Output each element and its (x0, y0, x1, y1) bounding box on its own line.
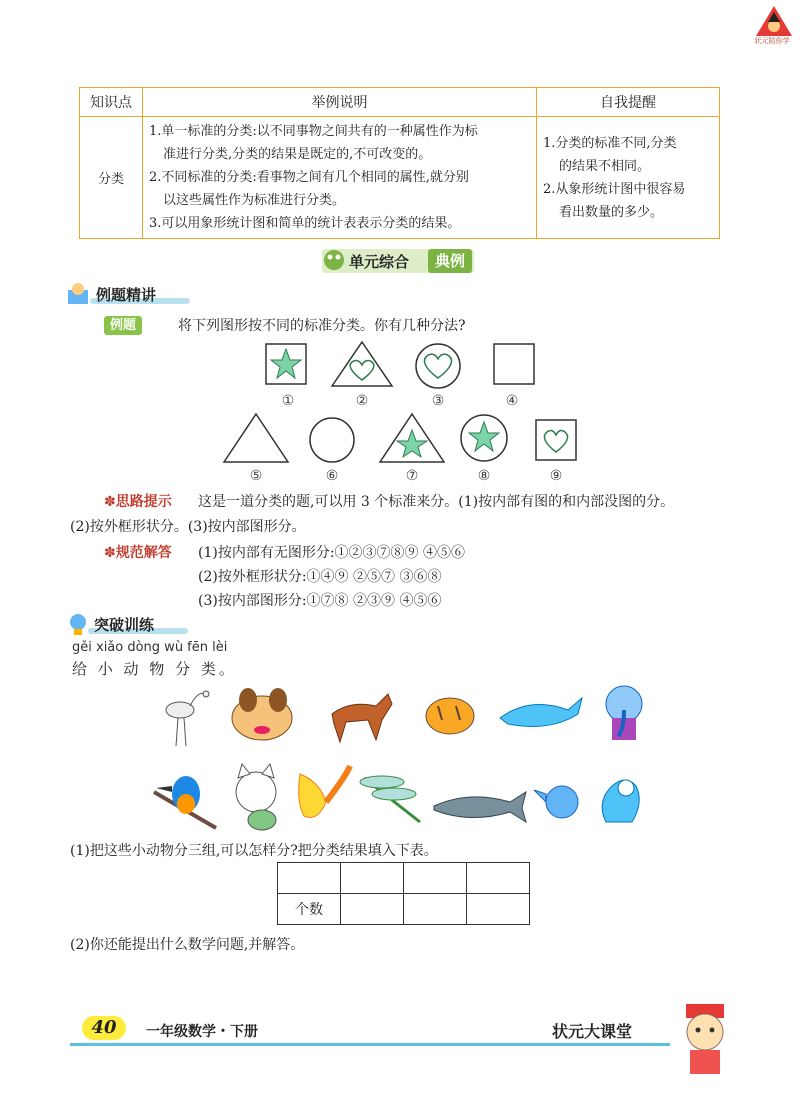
answer-cell[interactable] (404, 894, 467, 925)
answer-cell[interactable] (278, 863, 341, 894)
shape-label-8: ⑧ (477, 468, 491, 484)
header-reminders: 自我提醒 (537, 88, 720, 117)
hint-label: ✽思路提示 (104, 494, 172, 510)
header-examples: 举例说明 (143, 88, 537, 117)
answer-label-text: 规范解答 (115, 545, 172, 561)
answer-cell[interactable] (467, 894, 530, 925)
answer-line-3: (3)按内部图形分:①⑦⑧ ②③⑨ ④⑤⑥ (198, 593, 442, 609)
logo-caption: 状元陪你学 (754, 37, 790, 45)
shape-4-square (494, 344, 534, 384)
example-line: 1.单一标准的分类:以不同事物之间共有的一种属性作为标 (149, 124, 478, 139)
elephant-image (606, 686, 642, 740)
dragonfly-image (360, 776, 420, 822)
shapes-row-2 (222, 412, 582, 466)
hint-text-2: (2)按外框形状分。(3)按内部图形分。 (70, 519, 306, 535)
shape-label-2: ② (355, 393, 369, 409)
banner-emphasis: 典例 (428, 249, 472, 273)
yellow-bird-image (299, 766, 350, 817)
answer-line-1: (1)按内部有无图形分:①②③⑦⑧⑨ ④⑤⑥ (198, 545, 465, 561)
example-line: 3.可以用象形统计图和简单的统计表表示分类的结果。 (149, 216, 461, 231)
shape-label-5: ⑤ (249, 468, 263, 484)
reminder-line: 2.从象形统计图中很容易 (543, 181, 686, 197)
shape-9-square-heart (536, 420, 576, 460)
example-tag: 例题 (104, 316, 142, 335)
shape-1-square-star (266, 344, 306, 384)
answer-line-2: (2)按外框形状分:①④⑨ ②⑤⑦ ③⑥⑧ (198, 569, 442, 585)
shape-3-circle-heart (416, 344, 460, 388)
shape-6-circle (310, 418, 354, 462)
shapes-row-1 (262, 340, 552, 390)
header-topic: 知识点 (80, 88, 143, 117)
shape-5-triangle (224, 414, 288, 462)
shape-2-triangle-heart (332, 342, 392, 386)
shape-label-4: ④ (505, 393, 519, 409)
blue-bird-image (534, 786, 578, 818)
question-2: (2)你还能提出什么数学问题,并解答。 (70, 937, 305, 953)
example-line: 2.不同标准的分类:看事物之间有几个相同的属性,就分别 (149, 170, 469, 185)
question-1: (1)把这些小动物分三组,可以怎样分?把分类结果填入下表。 (70, 843, 438, 859)
tiger-image (426, 698, 474, 734)
examples-cell (143, 117, 537, 239)
hint-label-text: 思路提示 (115, 494, 172, 510)
count-row-label: 个数 (278, 894, 341, 925)
example-tag-wrap (104, 314, 142, 333)
dog-image (232, 688, 292, 740)
reminder-line: 的结果不相同。 (559, 158, 651, 174)
book-icon (66, 282, 92, 306)
animals-row-2 (150, 762, 660, 836)
mascot-image (670, 1000, 740, 1080)
shape-label-6: ⑥ (325, 468, 339, 484)
kingfisher-image (154, 776, 216, 828)
shape-label-9: ⑨ (549, 468, 563, 484)
shape-label-1: ① (281, 393, 295, 409)
practice-instruction: 给 小 动 物 分 类。 (72, 660, 237, 678)
topic-cell: 分类 (80, 117, 143, 239)
animals-row-1 (150, 680, 660, 750)
answer-cell[interactable] (404, 863, 467, 894)
seal-image (602, 780, 639, 822)
shape-8-circle-star (461, 415, 507, 461)
knowledge-table (79, 87, 720, 239)
answer-table (277, 862, 530, 925)
hint-text-1: 这是一道分类的题,可以用 3 个标准来分。(1)按内部有图的和内部没图的分。 (198, 494, 675, 510)
cat-image (236, 764, 276, 830)
shape-label-3: ③ (431, 393, 445, 409)
reminder-line: 看出数量的多少。 (559, 204, 664, 220)
section-title-practice: 突破训练 (94, 616, 155, 634)
dolphin-image (500, 698, 582, 726)
bulb-icon (66, 612, 90, 638)
answer-label: ✽规范解答 (104, 545, 172, 561)
brand-name: 状元大课堂 (552, 1022, 633, 1041)
shape-7-triangle-star (380, 414, 444, 462)
answer-cell[interactable] (341, 863, 404, 894)
section-title-example: 例题精讲 (96, 286, 157, 304)
example-line: 以这些属性作为标准进行分类。 (163, 193, 346, 208)
horse-image (332, 694, 392, 742)
banner-title: 单元综合 (349, 253, 410, 271)
fish-image (434, 792, 526, 822)
page-number: 40 (82, 1016, 126, 1040)
answer-cell[interactable] (341, 894, 404, 925)
example-line: 准进行分类,分类的结果是既定的,不可改变的。 (163, 147, 432, 162)
footer-line (70, 1043, 670, 1046)
answer-cell[interactable] (467, 863, 530, 894)
pinyin-line: gěi xiǎo dòng wù fēn lèi (72, 640, 228, 655)
book-title: 一年级数学・下册 (146, 1024, 258, 1040)
reminders-cell (537, 117, 720, 239)
example-question: 将下列图形按不同的标准分类。你有几种分法? (178, 318, 466, 334)
shape-label-7: ⑦ (405, 468, 419, 484)
crane-image (166, 691, 209, 746)
reminder-line: 1.分类的标准不同,分类 (543, 135, 677, 151)
